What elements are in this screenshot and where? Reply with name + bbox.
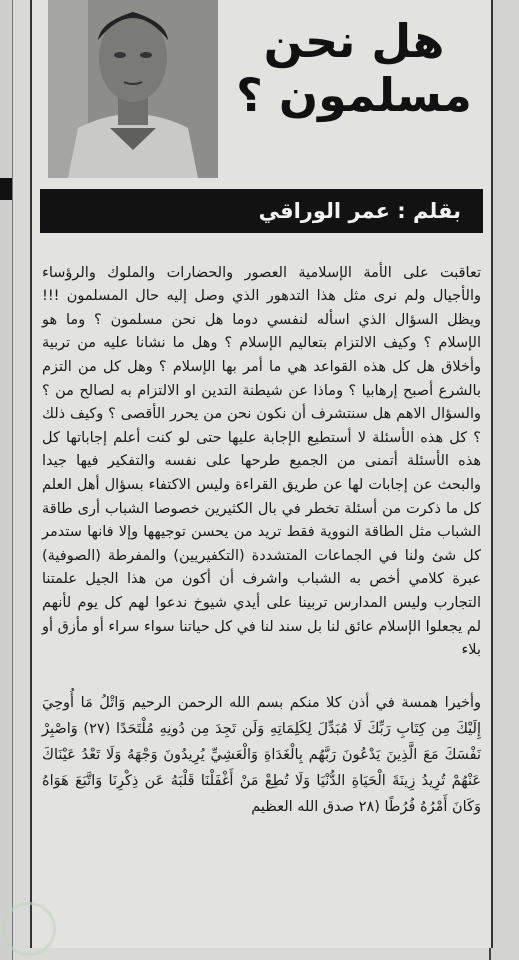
article (30, 0, 493, 948)
headline (229, 14, 479, 122)
adjacent-column-right (489, 0, 519, 960)
adjacent-column-left (0, 0, 13, 960)
author-photo (48, 0, 218, 178)
paragraph-main: تعاقبت على الأمة الإسلامية العصور والحضارات والملوك والرؤساء والأجيال ولم نرى مثل هذا التدهور الذي وصل إليه حال المسلمون !!! ويظل السؤال الذي اسأله لنفسي دوما هل نحن مسلمون ؟ وما هو الإسلام ؟ وكيف الالتزام بتعاليم الإسلام ؟ وهل ما نشانا عليه من تربية وأخلاق هل كل هذه القواعد هي ما أمر بها الإسلام ؟ وهل كل من التزم بالشرع أصبح إرهابيا ؟ وماذا عن شيطنة التدين او الالتزام به لصالح من ؟ والسؤال الاهم هل سنتشرف أن نكون نحن من يحرر الأقصى ؟ وكيف ذلك ؟ كل هذه الأسئلة لا أستطيع الإجابة عليها حتى لو كنت أعلم إجاباتها كل هذه الأسئلة أتمنى من الجميع طرحها على نفسه والتفكير فيها جيدا والبحث عن إجابات لها عن طريق القراءة وليس الاكتفاء بسؤال أهل العلم كل ما ذكرت من أسئلة تخطر في بال الكثيرين خصوصا الشباب أرى طاقة الشباب مثل الطاقة النووية فقط تريد من يحسن توجيهها وإلا فانها ستدمر كل شئ ولنا في الجماعات المتشددة (التكفيريين) والمفرطة (الصوفية) عبرة كلامي أخص به الشباب واشرف أن أكون من هذا الجيل علمتنا التجارب وليس المدارس تربينا على أيدي شيوخ ندعوا لهم كل يوم لأنهم لم يجعلوا الإسلام عائق لنا بل سند لنا في كل حياتنا سواء سراء أو مأزق أو بلاء (42, 264, 481, 659)
watermark-seal (2, 902, 56, 956)
column-rule-mark (0, 178, 12, 200)
article-body (42, 238, 481, 844)
paragraph-closing-verse: وأخيرا همسة في أذن كلا منكم بسم الله الرحمن الرحيم وَاتْلُ مَا أُوحِيَ إِلَيْكَ مِن كِتَابِ رَبِّكَ لَا مُبَدِّلَ لِكَلِمَاتِهِ وَلَن تَجِدَ مِن دُونِهِ مُلْتَحَدًا (٢٧) وَاصْبِرْ نَفْسَكَ مَعَ الَّذِينَ يَدْعُونَ رَبَّهُم بِالْغَدَاةِ وَالْعَشِيِّ يُرِيدُونَ وَجْهَهُ وَلَا تَعْدُ عَيْنَاكَ عَنْهُمْ تُرِيدُ زِينَةَ الْحَيَاةِ الدُّنْيَا وَلَا تُطِعْ مَنْ أَغْفَلْنَا قَلْبَهُ عَن ذِكْرِنَا وَاتَّبَعَ هَوَاهُ وَكَانَ أَمْرُهُ فُرُطًا (٢٨ صدق الله العظيم (42, 695, 481, 816)
headline-line-2: مسلمون ؟ (236, 68, 472, 122)
byline: بقلم : عمر الوراقي (40, 189, 483, 233)
headline-line-1: هل نحن (263, 14, 445, 68)
